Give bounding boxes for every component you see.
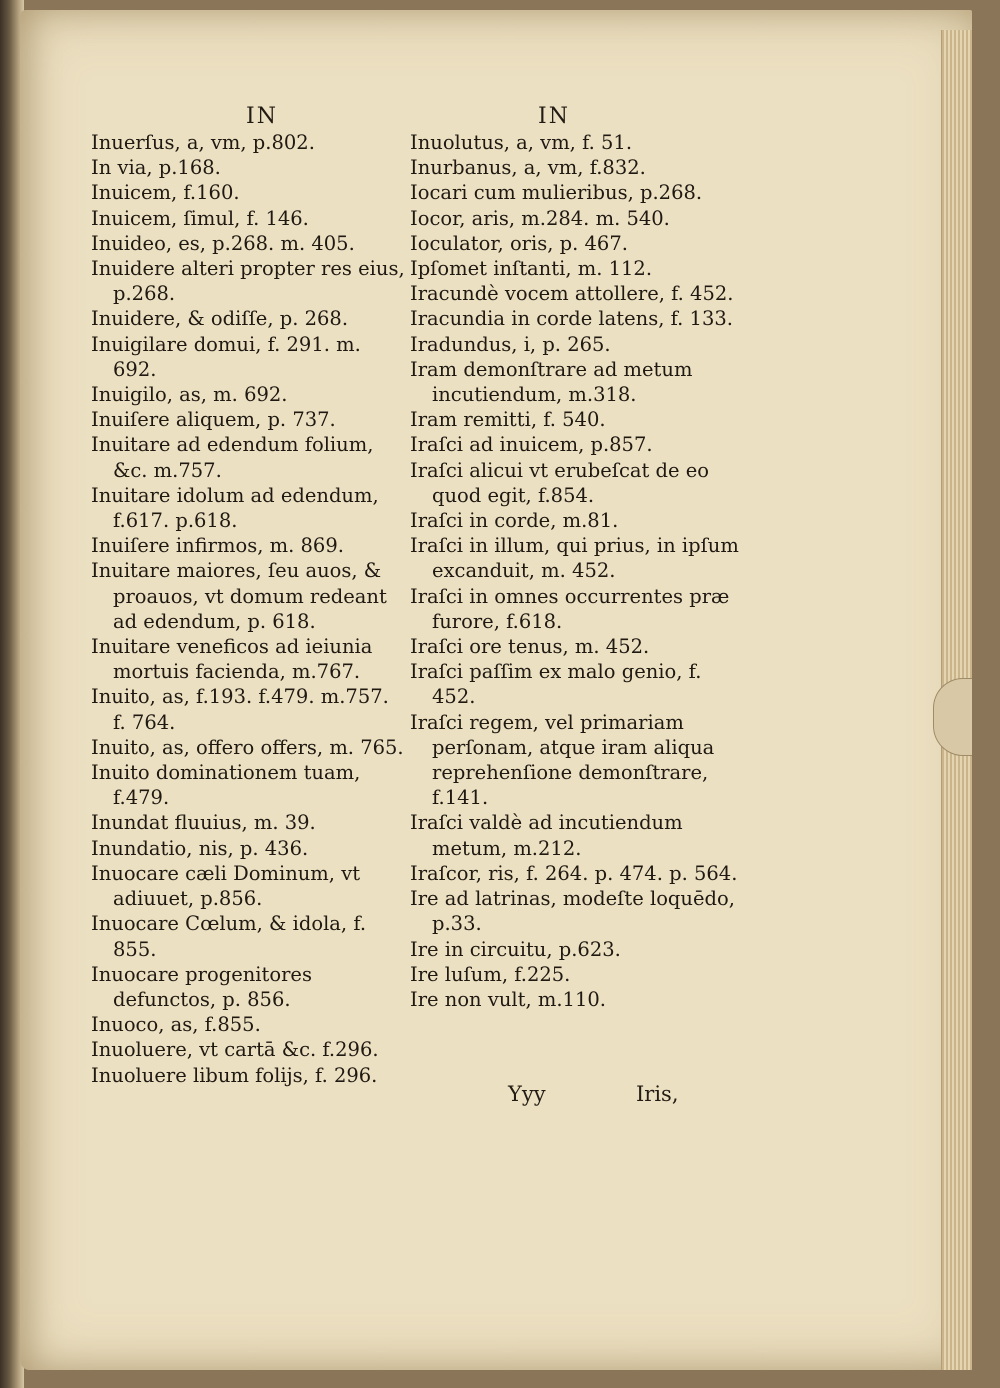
- index-entry: Ire ad latrinas, modeſte loquēdo, p.33.: [410, 887, 735, 936]
- index-entry: Inuideo, es, p.268. m. 405.: [91, 231, 355, 255]
- index-entry: Iradundus, i, p. 265.: [410, 332, 611, 356]
- index-entry: Inuoluere, vt cartā &c. f.296.: [91, 1038, 379, 1062]
- index-entry: Inuocare cæli Dominum, vt adiuuet, p.856.: [91, 861, 361, 911]
- index-entry: Iraſci in corde, m.81.: [410, 509, 619, 533]
- index-entry: Inuito dominationem tuam, f.479.: [91, 761, 361, 810]
- running-head-right: IN: [538, 104, 570, 129]
- index-entry: Ioculator, oris, p. 467.: [410, 231, 628, 255]
- index-entry: Inundat fluuius, m. 39.: [91, 811, 316, 835]
- index-entry: Inundatio, nis, p. 436.: [91, 836, 309, 860]
- thumb-tab: [933, 678, 972, 756]
- running-head-left: IN: [246, 104, 278, 129]
- index-entry: Iraſcor, ris, f. 264. p. 474. p. 564.: [410, 861, 738, 885]
- index-entry: Iracundia in corde latens, f. 133.: [410, 307, 733, 331]
- left-column: [91, 130, 406, 1088]
- index-entry: Inuitare ad edendum folium, &c. m.757.: [91, 433, 374, 482]
- index-entry: Inuigilare domui, f. 291. m. 692.: [91, 332, 361, 381]
- index-entry: Iracundè vocem attollere, f. 452.: [410, 282, 734, 306]
- index-entry: Inuocare progenitores defunctos, p. 856.: [91, 962, 312, 1011]
- index-entry: Iocari cum mulieribus, p.268.: [410, 181, 703, 205]
- index-entry: Inuiſere aliquem, p. 737.: [91, 408, 336, 432]
- index-entry: Ire in circuitu, p.623.: [410, 937, 621, 961]
- index-entry: Iraſci valdè ad incutiendum metum, m.212.: [410, 811, 683, 860]
- right-column: [410, 130, 740, 1012]
- index-entry: Inuito, as, f.193. f.479. m.757. f. 764.: [91, 685, 389, 734]
- index-entry: Inuicem, f.160.: [91, 181, 240, 205]
- index-entry: Inuolutus, a, vm, f. 51.: [410, 131, 633, 154]
- index-entry: Iraſci in illum, qui prius, in ipſum excanduit, m. 452.: [410, 534, 739, 583]
- index-entry: Inurbanus, a, vm, f.832.: [410, 156, 646, 180]
- index-entry: Iraſci regem, vel primariam perſonam, atque iram aliqua reprehenſione demonſtrare, f.141.: [410, 710, 715, 810]
- index-entry: Iram demonſtrare ad metum incutiendum, m.318.: [410, 357, 693, 407]
- index-entry: Iraſci in omnes occurrentes præ furore, f.618.: [410, 584, 730, 633]
- index-entry: Inuito, as, offero offers, m. 765.: [91, 735, 404, 759]
- index-entry: Inuoco, as, f.855.: [91, 1013, 261, 1037]
- index-entry: Inuidere, & odiſſe, p. 268.: [91, 307, 349, 331]
- index-entry: Iram remitti, f. 540.: [410, 408, 606, 432]
- index-entry: Iraſci ad inuicem, p.857.: [410, 433, 653, 457]
- index-entry: Iraſci ore tenus, m. 452.: [410, 635, 650, 659]
- index-entry: Inuerſus, a, vm, p.802.: [91, 131, 315, 154]
- index-entry: Ire non vult, m.110.: [410, 987, 606, 1011]
- index-entry: In via, p.168.: [91, 156, 221, 180]
- index-entry: Inuicem, ſimul, f. 146.: [91, 206, 309, 230]
- index-entry: Inuigilo, as, m. 692.: [91, 383, 288, 407]
- index-entry: Inuitare idolum ad edendum, f.617. p.618.: [91, 483, 379, 533]
- index-entry: Ipſomet inſtanti, m. 112.: [410, 257, 653, 281]
- index-entry: Inuitare veneficos ad ieiunia mortuis facienda, m.767.: [91, 635, 373, 684]
- index-entry: Inuocare Cœlum, & idola, f. 855.: [91, 912, 367, 961]
- index-entry: Iraſci alicui vt erubeſcat de eo quod egit, f.854.: [410, 458, 710, 507]
- signature-mark: Yyy: [508, 1082, 546, 1106]
- index-entry: Iocor, aris, m.284. m. 540.: [410, 206, 670, 230]
- index-entry: Ire luſum, f.225.: [410, 962, 571, 986]
- index-entry: Inuitare maiores, ſeu auos, & proauos, vt domum redeant ad edendum, p. 618.: [91, 559, 387, 633]
- index-entry: Inuoluere libum folijs, f. 296.: [91, 1063, 378, 1087]
- index-entry: Iraſci paſſim ex malo genio, f. 452.: [410, 660, 702, 709]
- index-entry: Inuiſere infirmos, m. 869.: [91, 534, 344, 558]
- catchword: Iris,: [636, 1082, 679, 1106]
- index-entry: Inuidere alteri propter res eius, p.268.: [91, 257, 405, 306]
